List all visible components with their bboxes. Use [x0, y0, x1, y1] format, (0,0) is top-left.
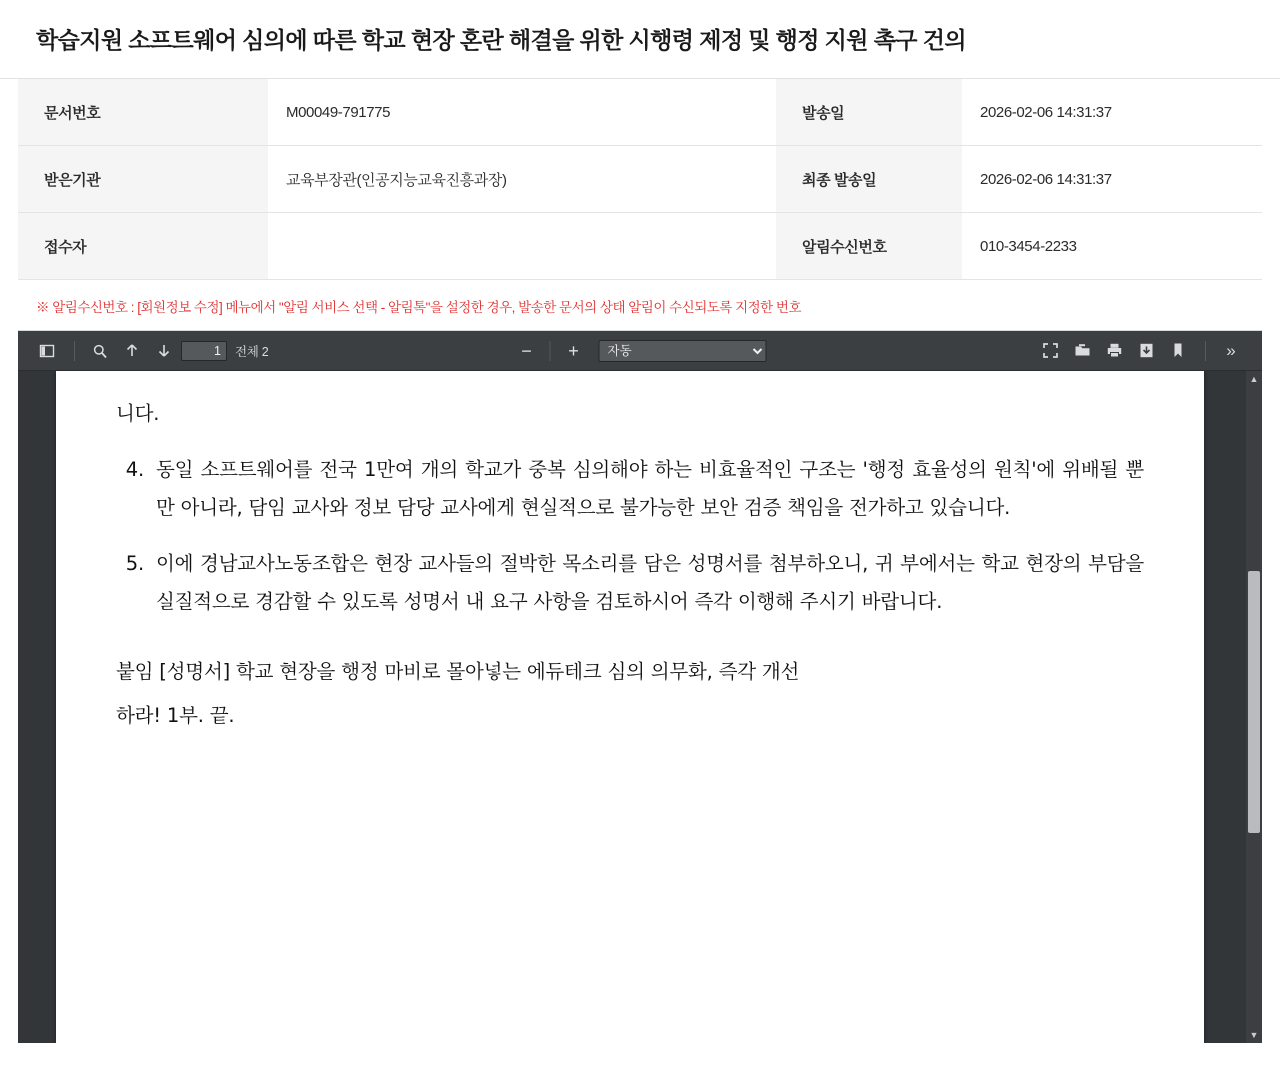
meta-label-sent-date: 발송일	[776, 79, 962, 146]
meta-value-recipient-org: 교육부장관(인공지능교육진흥과장)	[268, 146, 776, 213]
print-icon[interactable]	[1099, 337, 1129, 365]
scrollbar-up-arrow-icon[interactable]: ▲	[1249, 374, 1259, 385]
search-icon[interactable]	[85, 337, 115, 365]
toolbar-divider	[550, 341, 551, 361]
meta-value-sent-date: 2026-02-06 14:31:37	[962, 79, 1262, 146]
pdf-stage	[18, 371, 1262, 1043]
next-page-icon[interactable]	[149, 337, 179, 365]
pdf-spacer	[116, 639, 1144, 653]
zoom-controls	[514, 338, 767, 364]
pdf-viewer	[18, 330, 1262, 1043]
page-total-label: 전체 2	[235, 344, 269, 359]
meta-value-document-number: M00049-791775	[268, 79, 776, 146]
pdf-page-text	[56, 371, 1204, 735]
pdf-toolbar	[18, 331, 1262, 371]
pdf-page	[56, 371, 1204, 1043]
zoom-out-button[interactable]: −	[521, 340, 532, 361]
pdf-list-item	[116, 545, 1144, 621]
scrollbar-thumb[interactable]	[1248, 571, 1260, 833]
pdf-list-item-number: 5.	[125, 552, 144, 576]
bookmark-icon[interactable]	[1163, 337, 1193, 365]
pdf-list-item	[116, 451, 1144, 527]
meta-label-recipient-org: 받은기관	[18, 146, 268, 213]
more-tools-icon[interactable]: »	[1226, 340, 1236, 360]
meta-label-final-sent-date: 최종 발송일	[776, 146, 962, 213]
page-number-input[interactable]	[181, 341, 227, 361]
pdf-list-item-text: 이에 경남교사노동조합은 현장 교사들의 절박한 목소리를 담은 성명서를 첨부하오니, 귀 부에서는 학교 현장의 부담을 실질적으로 경감할 수 있도록 성명서 내 요구 사항을 검토하시어 즉각 이행해 주시기 바랍니다.	[156, 552, 1144, 614]
document-title-section	[0, 0, 1280, 79]
zoom-in-button[interactable]: +	[568, 340, 579, 361]
open-file-icon[interactable]	[1067, 337, 1097, 365]
sidebar-toggle-icon[interactable]	[32, 337, 62, 365]
toolbar-divider	[1205, 341, 1206, 361]
pdf-attachment-line-2: 하라! 1부. 끝.	[116, 704, 235, 728]
meta-label-notify-number: 알림수신번호	[776, 213, 962, 280]
meta-value-receiver	[268, 213, 776, 280]
pdf-text-fragment: 니다.	[116, 402, 160, 426]
download-icon[interactable]	[1131, 337, 1161, 365]
table-row	[18, 213, 1262, 280]
toolbar-right-group	[1035, 337, 1248, 365]
pdf-vertical-scrollbar[interactable]	[1246, 371, 1262, 1043]
meta-label-receiver: 접수자	[18, 213, 268, 280]
meta-value-notify-number: 010-3454-2233	[962, 213, 1262, 280]
presentation-mode-icon[interactable]	[1035, 337, 1065, 365]
page-title: 학습지원 소프트웨어 심의에 따른 학교 현장 혼란 해결을 위한 시행령 제정 및 행정 지원 촉구 건의	[36, 27, 966, 53]
meta-label-document-number: 문서번호	[18, 79, 268, 146]
zoom-scale-select[interactable]	[599, 340, 767, 362]
table-row	[18, 79, 1262, 146]
document-meta-table	[18, 79, 1262, 281]
pdf-list-item-text: 동일 소프트웨어를 전국 1만여 개의 학교가 중복 심의해야 하는 비효율적인 구조는 '행정 효율성의 원칙'에 위배될 뿐만 아니라, 담임 교사와 정보 담당 교사에게 현실적으로 불가능한 보안 검증 책임을 전가하고 있습니다.	[156, 458, 1144, 520]
notice-text: ※ 알림수신번호 : [회원정보 수정] 메뉴에서 "알림 서비스 선택 - 알림톡"을 설정한 경우, 발송한 문서의 상태 알림이 수신되도록 지정한 번호	[36, 300, 802, 316]
pdf-list-item-number: 4.	[125, 458, 144, 482]
toolbar-divider	[74, 341, 75, 361]
scrollbar-down-arrow-icon[interactable]: ▼	[1249, 1030, 1259, 1041]
previous-page-icon[interactable]	[117, 337, 147, 365]
meta-value-final-sent-date: 2026-02-06 14:31:37	[962, 146, 1262, 213]
table-row	[18, 146, 1262, 213]
pdf-attachment-line-1: 붙임 [성명서] 학교 현장을 행정 마비로 몰아넣는 에듀테크 심의 의무화, 즉각 개선	[116, 660, 800, 684]
